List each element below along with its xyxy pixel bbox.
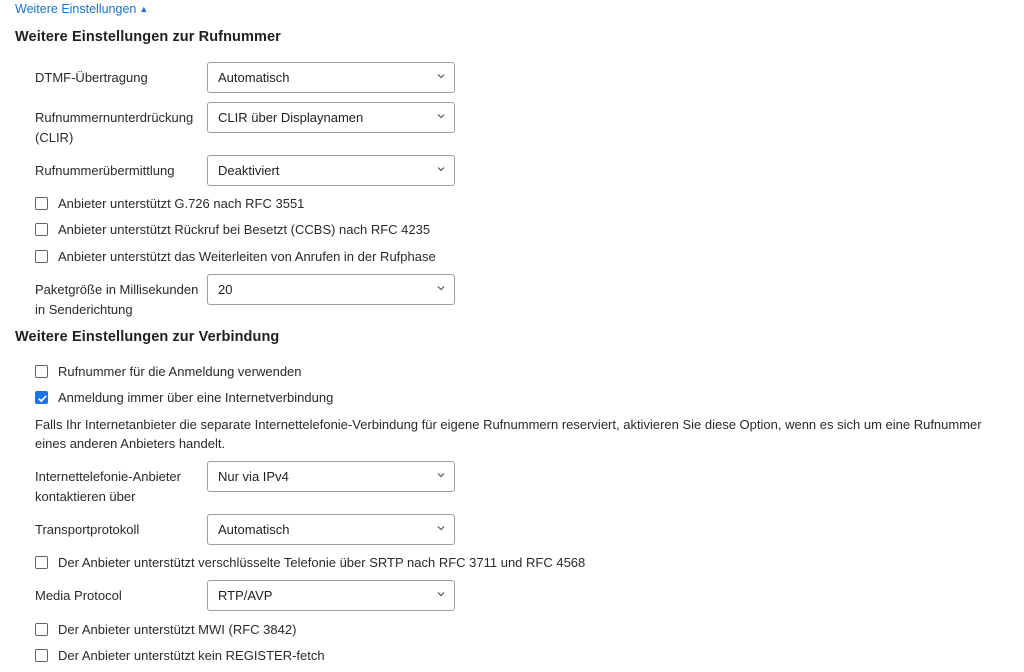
checkbox-srtp[interactable] [35, 553, 585, 571]
packet-label-line2: in Senderichtung [35, 302, 133, 317]
info-text: Falls Ihr Internetanbieter die separate Internettelefonie-Verbindung für eigene Rufnummern reserviert, aktivieren Sie diese Option, wenn es sich um eine Rufnummer eines anderen Anbieters handelt. [35, 417, 982, 451]
clir-select-value: CLIR über Displaynamen [218, 110, 364, 125]
dtmf-label: DTMF-Übertragung [35, 70, 148, 85]
checkbox-rufnummer-anmeldung[interactable] [35, 362, 302, 380]
clip-label: Rufnummerübermittlung [35, 163, 175, 178]
transport-select-value: Automatisch [218, 522, 290, 537]
packet-select-value: 20 [218, 282, 233, 297]
chevron-down-icon [436, 71, 446, 81]
chevron-down-icon [436, 164, 446, 174]
checkbox-box[interactable] [35, 197, 48, 210]
chevron-down-icon [436, 283, 446, 293]
clir-select[interactable] [207, 102, 455, 133]
clir-label-line2: (CLIR) [35, 130, 74, 145]
checkbox-box[interactable] [35, 250, 48, 263]
clir-label-line1: Rufnummernunterdrückung [35, 110, 194, 125]
section-title-verbindung: Weitere Einstellungen zur Verbindung [15, 329, 280, 345]
clip-select[interactable] [207, 155, 455, 186]
section-title-rufnummer: Weitere Einstellungen zur Rufnummer [15, 29, 281, 45]
checkbox-weiterleiten[interactable] [35, 247, 436, 265]
dtmf-select-value: Automatisch [218, 70, 290, 85]
checkbox-internetverbindung[interactable] [35, 388, 333, 406]
chevron-down-icon [436, 523, 446, 533]
checkbox-rufnummer-anmeldung-label: Rufnummer für die Anmeldung verwenden [58, 363, 302, 379]
media-label: Media Protocol [35, 588, 122, 603]
checkbox-ccbs-label: Anbieter unterstützt Rückruf bei Besetzt (CCBS) nach RFC 4235 [58, 221, 431, 237]
toggle-label: Weitere Einstellungen [15, 2, 137, 16]
checkbox-box[interactable] [35, 223, 48, 236]
contact-label-line1: Internettelefonie-Anbieter [35, 469, 181, 484]
media-select-value: RTP/AVP [218, 588, 273, 603]
checkbox-box[interactable] [35, 556, 48, 569]
packet-select[interactable] [207, 274, 455, 305]
checkbox-box[interactable] [35, 649, 48, 662]
packet-label [35, 280, 205, 320]
checkbox-srtp-label: Der Anbieter unterstützt verschlüsselte Telefonie über SRTP nach RFC 3711 und RFC 4568 [58, 554, 586, 570]
checkbox-mwi-label: Der Anbieter unterstützt MWI (RFC 3842) [58, 621, 297, 637]
contact-label-line2: kontaktieren über [35, 489, 136, 504]
check-icon [36, 392, 49, 405]
contact-select[interactable] [207, 461, 455, 492]
checkbox-weiterleiten-label: Anbieter unterstützt das Weiterleiten von Anrufen in der Rufphase [58, 248, 436, 264]
clir-label [35, 108, 205, 148]
chevron-down-icon [436, 589, 446, 599]
checkbox-register-fetch-label: Der Anbieter unterstützt kein REGISTER-fetch [58, 647, 325, 663]
weitere-einstellungen-toggle[interactable] [15, 2, 148, 16]
transport-select[interactable] [207, 514, 455, 545]
checkbox-box-checked[interactable] [35, 391, 48, 404]
checkbox-ccbs[interactable] [35, 220, 430, 238]
checkbox-mwi[interactable] [35, 620, 296, 638]
contact-label [35, 467, 205, 507]
caret-up-icon: ▲ [139, 4, 149, 14]
chevron-down-icon [436, 470, 446, 480]
checkbox-box[interactable] [35, 365, 48, 378]
contact-select-value: Nur via IPv4 [218, 469, 289, 484]
checkbox-register-fetch[interactable] [35, 646, 325, 664]
media-select[interactable] [207, 580, 455, 611]
packet-label-line1: Paketgröße in Millisekunden [35, 282, 199, 297]
checkbox-g726[interactable] [35, 194, 304, 212]
checkbox-g726-label: Anbieter unterstützt G.726 nach RFC 3551 [58, 195, 305, 211]
clip-select-value: Deaktiviert [218, 163, 280, 178]
dtmf-select[interactable] [207, 62, 455, 93]
checkbox-box[interactable] [35, 623, 48, 636]
chevron-down-icon [436, 111, 446, 121]
checkbox-internetverbindung-label: Anmeldung immer über eine Internetverbindung [58, 389, 334, 405]
transport-label: Transportprotokoll [35, 522, 140, 537]
